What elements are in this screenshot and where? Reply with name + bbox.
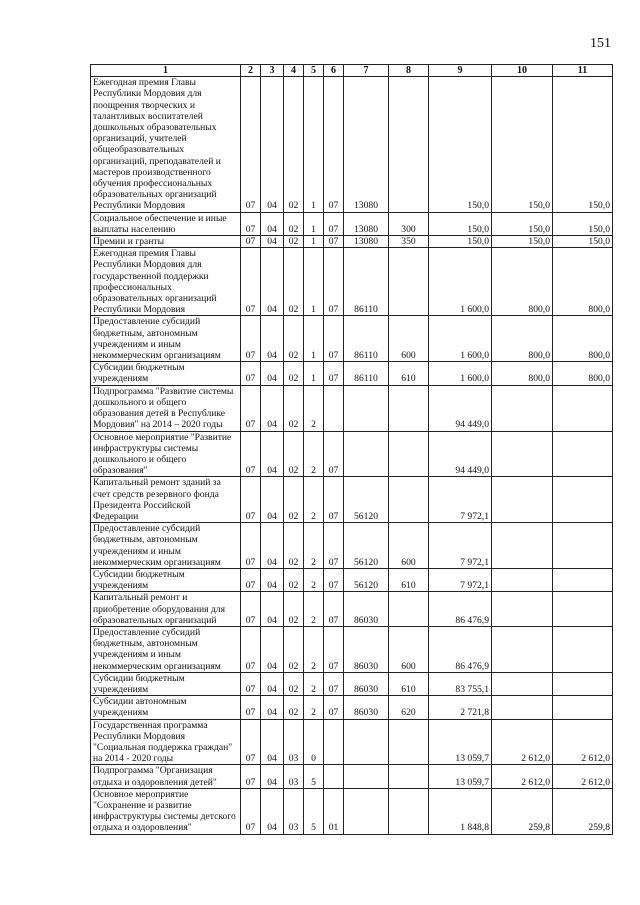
code-section: 07 [241,568,261,591]
code-expense-type: 620 [389,696,429,719]
code-direction [344,788,389,834]
row-name: Предоставление субсидий бюджетным, автономным учреждениям и иным некоммерческим организациям [91,523,241,569]
code-section: 07 [241,523,261,569]
amount-col10 [492,672,553,695]
code-program: 03 [284,788,304,834]
amount-col9: 13 059,7 [429,719,492,765]
table-row [91,523,613,569]
row-name: Субсидии бюджетным учреждениям [91,672,241,695]
table-row [91,696,613,719]
table-row [91,316,613,362]
code-subsection: 04 [261,626,284,672]
code-subprogram: 2 [304,477,324,523]
amount-col10 [492,626,553,672]
amount-col10: 2 612,0 [492,765,553,788]
code-program: 02 [284,696,304,719]
code-activity: 07 [324,362,344,385]
code-expense-type: 350 [389,236,429,248]
code-expense-type: 300 [389,212,429,235]
code-direction: 86030 [344,592,389,627]
code-program: 02 [284,626,304,672]
table-row [91,672,613,695]
code-activity: 07 [324,77,344,212]
table-row [91,592,613,627]
code-subprogram: 0 [304,719,324,765]
code-expense-type: 600 [389,523,429,569]
code-direction [344,765,389,788]
code-expense-type: 610 [389,362,429,385]
code-expense-type [389,765,429,788]
amount-col11 [553,523,613,569]
code-subprogram: 1 [304,236,324,248]
code-section: 07 [241,77,261,212]
code-program: 02 [284,568,304,591]
code-program: 02 [284,385,304,431]
code-subsection: 04 [261,477,284,523]
code-program: 02 [284,316,304,362]
code-direction [344,719,389,765]
code-direction: 13080 [344,212,389,235]
table-row [91,212,613,235]
code-program: 02 [284,672,304,695]
code-subsection: 04 [261,431,284,477]
code-subprogram: 1 [304,362,324,385]
amount-col9: 7 972,1 [429,477,492,523]
amount-col9: 7 972,1 [429,568,492,591]
code-program: 02 [284,523,304,569]
code-activity: 01 [324,788,344,834]
row-name: Подпрограмма "Развитие системы дошкольного и общего образования детей в Республике Мордовия" на 2014 – 2020 годы [91,385,241,431]
amount-col9: 1 600,0 [429,362,492,385]
code-activity: 07 [324,696,344,719]
code-direction: 86110 [344,362,389,385]
amount-col11: 2 612,0 [553,719,613,765]
col-header: 6 [324,65,344,77]
col-header: 4 [284,65,304,77]
col-header: 2 [241,65,261,77]
code-direction [344,385,389,431]
amount-col10: 800,0 [492,248,553,316]
amount-col11: 150,0 [553,212,613,235]
amount-col9: 86 476,9 [429,626,492,672]
row-name: Государственная программа Республики Мордовия "Социальная поддержка граждан" на 2014 - 2020 годы [91,719,241,765]
code-subprogram: 5 [304,765,324,788]
amount-col11: 800,0 [553,248,613,316]
amount-col9: 150,0 [429,212,492,235]
code-direction: 56120 [344,568,389,591]
amount-col11 [553,696,613,719]
amount-col11: 150,0 [553,236,613,248]
code-section: 07 [241,431,261,477]
row-name: Субсидии бюджетным учреждениям [91,568,241,591]
code-expense-type [389,477,429,523]
code-subprogram: 1 [304,77,324,212]
code-subsection: 04 [261,316,284,362]
code-expense-type: 600 [389,626,429,672]
code-expense-type [389,719,429,765]
code-activity: 07 [324,568,344,591]
row-name: Предоставление субсидий бюджетным, автономным учреждениям и иным некоммерческим организациям [91,626,241,672]
code-direction: 86030 [344,626,389,672]
code-section: 07 [241,362,261,385]
code-subprogram: 2 [304,592,324,627]
code-section: 07 [241,626,261,672]
code-activity [324,719,344,765]
amount-col11: 800,0 [553,362,613,385]
amount-col10: 150,0 [492,212,553,235]
row-name: Предоставление субсидий бюджетным, автономным учреждениям и иным некоммерческим организациям [91,316,241,362]
row-name: Основное мероприятие "Развитие инфраструктуры системы дошкольного и общего образования" [91,431,241,477]
code-program: 02 [284,212,304,235]
code-subsection: 04 [261,248,284,316]
code-program: 02 [284,236,304,248]
code-subprogram: 2 [304,568,324,591]
code-expense-type [389,248,429,316]
amount-col10 [492,568,553,591]
table-row [91,385,613,431]
code-expense-type: 610 [389,672,429,695]
code-section: 07 [241,696,261,719]
col-header: 11 [553,65,613,77]
code-expense-type [389,788,429,834]
code-direction: 56120 [344,477,389,523]
code-activity [324,385,344,431]
code-subsection: 04 [261,236,284,248]
code-subprogram: 2 [304,696,324,719]
budget-table [90,64,613,835]
code-subsection: 04 [261,719,284,765]
amount-col11 [553,431,613,477]
amount-col10 [492,385,553,431]
code-subprogram: 1 [304,248,324,316]
amount-col9: 94 449,0 [429,385,492,431]
table-row [91,236,613,248]
code-section: 07 [241,765,261,788]
col-header: 7 [344,65,389,77]
code-section: 07 [241,248,261,316]
row-name: Подпрограмма "Организация отдыха и оздоровления детей" [91,765,241,788]
code-activity: 07 [324,523,344,569]
amount-col9: 13 059,7 [429,765,492,788]
code-subprogram: 2 [304,626,324,672]
code-activity: 07 [324,431,344,477]
code-program: 03 [284,719,304,765]
amount-col9: 94 449,0 [429,431,492,477]
table-row [91,77,613,212]
amount-col9: 2 721,8 [429,696,492,719]
row-name: Субсидии автономным учреждениям [91,696,241,719]
code-direction: 86030 [344,696,389,719]
amount-col9: 83 755,1 [429,672,492,695]
code-section: 07 [241,236,261,248]
code-activity: 07 [324,477,344,523]
amount-col11: 150,0 [553,77,613,212]
col-header: 5 [304,65,324,77]
amount-col11: 800,0 [553,316,613,362]
code-activity [324,765,344,788]
table-row [91,568,613,591]
code-subprogram: 2 [304,523,324,569]
amount-col10 [492,477,553,523]
amount-col10 [492,431,553,477]
col-header: 9 [429,65,492,77]
code-section: 07 [241,477,261,523]
code-expense-type [389,431,429,477]
amount-col11 [553,385,613,431]
code-section: 07 [241,316,261,362]
amount-col9: 1 600,0 [429,248,492,316]
code-subsection: 04 [261,765,284,788]
code-subsection: 04 [261,696,284,719]
code-subprogram: 1 [304,316,324,362]
code-activity: 07 [324,626,344,672]
code-activity: 07 [324,248,344,316]
code-section: 07 [241,672,261,695]
amount-col10 [492,696,553,719]
code-subprogram: 1 [304,212,324,235]
col-header: 8 [389,65,429,77]
code-expense-type: 610 [389,568,429,591]
row-name: Капитальный ремонт зданий за счет средств резервного фонда Президента Российской Федерации [91,477,241,523]
code-subsection: 04 [261,212,284,235]
code-direction: 13080 [344,77,389,212]
code-direction [344,431,389,477]
amount-col9: 1 848,8 [429,788,492,834]
table-row [91,765,613,788]
header-row [91,65,613,77]
table-row [91,719,613,765]
amount-col10: 800,0 [492,316,553,362]
code-direction: 56120 [344,523,389,569]
code-expense-type [389,77,429,212]
code-expense-type [389,385,429,431]
amount-col10 [492,592,553,627]
row-name: Субсидии бюджетным учреждениям [91,362,241,385]
code-program: 02 [284,477,304,523]
code-section: 07 [241,788,261,834]
row-name: Капитальный ремонт и приобретение оборудования для образовательных организаций [91,592,241,627]
table-row [91,626,613,672]
amount-col10: 259,8 [492,788,553,834]
code-section: 07 [241,719,261,765]
code-subprogram: 2 [304,672,324,695]
code-expense-type [389,592,429,627]
code-subsection: 04 [261,523,284,569]
amount-col9: 7 972,1 [429,523,492,569]
code-activity: 07 [324,672,344,695]
amount-col11 [553,672,613,695]
code-direction: 13080 [344,236,389,248]
code-activity: 07 [324,316,344,362]
code-direction: 86110 [344,316,389,362]
code-activity: 07 [324,236,344,248]
table-body [91,77,613,834]
table-row [91,788,613,834]
code-activity: 07 [324,592,344,627]
code-subsection: 04 [261,77,284,212]
code-subprogram: 2 [304,385,324,431]
code-program: 02 [284,248,304,316]
amount-col11 [553,568,613,591]
code-subsection: 04 [261,385,284,431]
row-name: Основное мероприятие "Сохранение и развитие инфраструктуры системы детского отдыха и оздоровления" [91,788,241,834]
row-name: Социальное обеспечение и иные выплаты населению [91,212,241,235]
amount-col10: 2 612,0 [492,719,553,765]
row-name: Ежегодная премия Главы Республики Мордовия для поощрения творческих и талантливых воспитателей дошкольных образовательных организаций, учителей общеобразовательных организаций, преподавателей и мастеров производственного обучения профессиональных образовательных организаций Республики Мордовия [91,77,241,212]
amount-col9: 1 600,0 [429,316,492,362]
code-subsection: 04 [261,672,284,695]
code-section: 07 [241,592,261,627]
table-row [91,248,613,316]
code-program: 02 [284,431,304,477]
code-subsection: 04 [261,362,284,385]
amount-col9: 86 476,9 [429,592,492,627]
col-header: 1 [91,65,241,77]
code-program: 02 [284,592,304,627]
code-section: 07 [241,385,261,431]
table-row [91,477,613,523]
code-activity: 07 [324,212,344,235]
code-subsection: 04 [261,568,284,591]
table-row [91,431,613,477]
code-program: 03 [284,765,304,788]
code-program: 02 [284,77,304,212]
code-direction: 86110 [344,248,389,316]
code-program: 02 [284,362,304,385]
code-subsection: 04 [261,788,284,834]
table-row [91,362,613,385]
code-direction: 86030 [344,672,389,695]
page-number: 151 [590,36,611,51]
code-subprogram: 2 [304,431,324,477]
row-name: Премии и гранты [91,236,241,248]
amount-col10: 150,0 [492,236,553,248]
amount-col11: 2 612,0 [553,765,613,788]
code-subprogram: 5 [304,788,324,834]
amount-col9: 150,0 [429,77,492,212]
code-expense-type: 600 [389,316,429,362]
row-name: Ежегодная премия Главы Республики Мордовия для государственной поддержки профессиональных образовательных организаций Республики Мордовия [91,248,241,316]
col-header: 10 [492,65,553,77]
col-header: 3 [261,65,284,77]
amount-col11 [553,592,613,627]
amount-col10 [492,523,553,569]
amount-col9: 150,0 [429,236,492,248]
amount-col10: 800,0 [492,362,553,385]
code-subsection: 04 [261,592,284,627]
amount-col11 [553,626,613,672]
amount-col10: 150,0 [492,77,553,212]
amount-col11: 259,8 [553,788,613,834]
amount-col11 [553,477,613,523]
code-section: 07 [241,212,261,235]
